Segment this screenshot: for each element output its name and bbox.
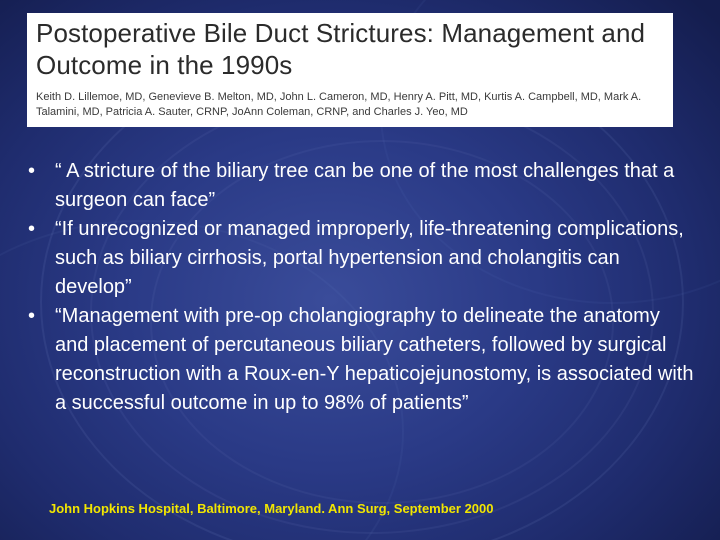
bullet-text: “If unrecognized or managed improperly, life-threatening complications, such as biliary cirrhosis, portal hypertension and cholangitis can develop” — [55, 218, 684, 298]
bullet-item — [28, 215, 698, 302]
bullet-item — [28, 157, 698, 215]
bullet-text: “Management with pre-op cholangiography to delineate the anatomy and placement of percutaneous biliary catheters, followed by surgical reconstruction with a Roux-en-Y hepaticojejunostomy, is associated with a successful outcome in up to 98% of patients” — [55, 305, 694, 414]
bullet-list — [28, 157, 698, 418]
bullet-marker-icon: • — [28, 160, 36, 182]
bullet-marker-icon: • — [28, 305, 36, 327]
article-header-image — [27, 13, 673, 127]
bullet-marker-icon: • — [28, 218, 36, 240]
bullet-text: “ A stricture of the biliary tree can be one of the most challenges that a surgeon can face” — [55, 160, 675, 211]
article-authors: Keith D. Lillemoe, MD, Genevieve B. Melton, MD, John L. Cameron, MD, Henry A. Pitt, MD, Kurtis A. Campbell, MD, Mark A. Talamini, MD, Patricia A. Sauter, CRNP, JoAnn Coleman, CRNP, and Charles J. Yeo, MD — [36, 91, 642, 118]
citation: John Hopkins Hospital, Baltimore, Maryland. Ann Surg, September 2000 — [49, 501, 494, 516]
bullet-item — [28, 302, 698, 418]
article-title: Postoperative Bile Duct Strictures: Management and Outcome in the 1990s — [36, 18, 646, 80]
